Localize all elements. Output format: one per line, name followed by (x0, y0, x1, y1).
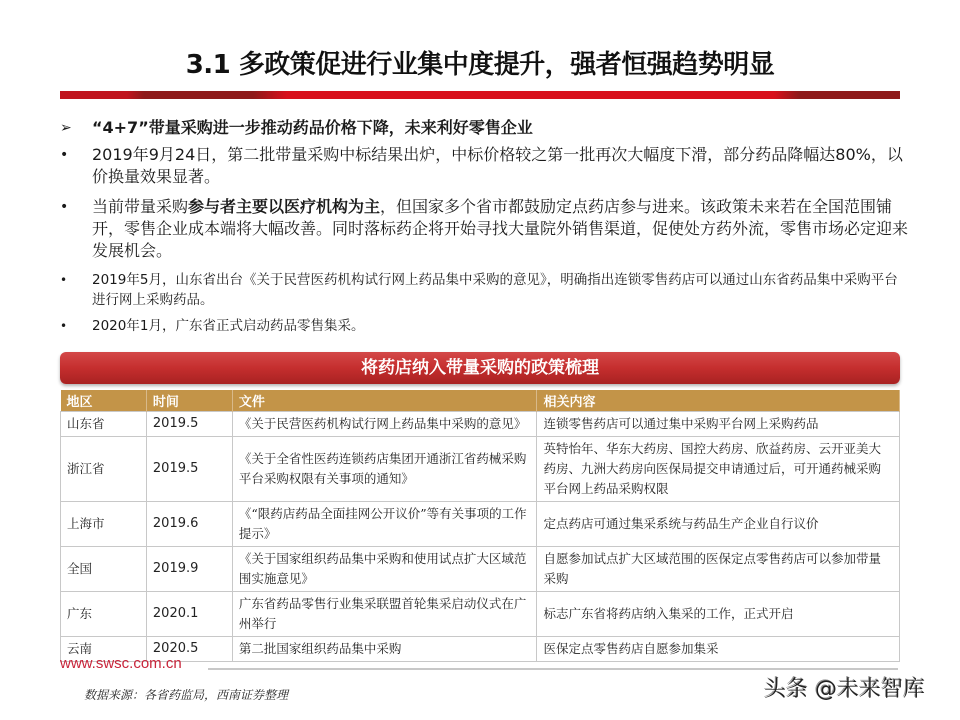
dot-bullet-icon: • (60, 319, 68, 333)
headline-bullet (58, 117, 908, 139)
table-row (61, 502, 900, 547)
cell-region: 广东 (61, 592, 147, 637)
footer-divider (208, 668, 898, 670)
cell-region: 山东省 (61, 412, 147, 437)
headline-text: “4+7”带量采购进一步推动药品价格下降，未来利好零售企业 (92, 118, 533, 137)
cell-content: 定点药店可通过集采系统与药品生产企业自行议价 (537, 502, 900, 547)
footer-website-link[interactable]: www.swsc.com.cn (60, 655, 182, 672)
dot-bullet-icon: • (60, 147, 69, 163)
dot-bullet-icon: • (60, 199, 69, 215)
cell-time: 2020.5 (146, 637, 232, 662)
cell-document: 《关于民营医药机构试行网上药品集中采购的意见》 (232, 412, 537, 437)
cell-document: 《“限药店药品全面挂网公开议价”等有关事项的工作提示》 (232, 502, 537, 547)
table-header-row (61, 390, 900, 412)
watermark: 头条 @未来智库 (764, 677, 925, 702)
bullet-item (58, 196, 908, 262)
cell-region: 上海市 (61, 502, 147, 547)
cell-time: 2019.5 (146, 437, 232, 502)
bullet-item (58, 316, 908, 336)
cell-time: 2019.9 (146, 547, 232, 592)
cell-document: 第二批国家组织药品集中采购 (232, 637, 537, 662)
cell-content: 连锁零售药店可以通过集中采购平台网上采购药品 (537, 412, 900, 437)
bullet-section (58, 117, 908, 342)
page-title: 3.1 多政策促进行业集中度提升，强者恒强趋势明显 (185, 50, 775, 80)
cell-document: 《关于国家组织药品集中采购和使用试点扩大区域范围实施意见》 (232, 547, 537, 592)
table-row (61, 412, 900, 437)
cell-region: 浙江省 (61, 437, 147, 502)
cell-time: 2020.1 (146, 592, 232, 637)
cell-content: 英特怡年、华东大药房、国控大药房、欣益药房、云开亚美大药房、九洲大药房向医保局提交申请通过后，可开通药械采购平台网上药品采购权限 (537, 437, 900, 502)
cell-time: 2019.6 (146, 502, 232, 547)
header-region: 地区 (61, 390, 147, 412)
bullet-text: 2019年5月，山东省出台《关于民营医药机构试行网上药品集中采购的意见》，明确指出连锁零售药店可以通过山东省药品集中采购平台进行网上采购药品。 (92, 272, 898, 308)
dot-bullet-icon: • (60, 273, 68, 287)
header-document: 文件 (232, 390, 537, 412)
bullet-item (58, 144, 908, 188)
bullet-text-part: 当前带量采购 (92, 197, 189, 216)
table-row (61, 592, 900, 637)
cell-document: 广东省药品零售行业集采联盟首轮集采启动仪式在广州举行 (232, 592, 537, 637)
bullet-item (58, 270, 908, 310)
bullet-text (92, 196, 908, 262)
cell-content: 医保定点零售药店自愿参加集采 (537, 637, 900, 662)
policy-table (60, 390, 900, 662)
cell-document: 《关于全省性医药连锁药店集团开通浙江省药械采购平台采购权限有关事项的通知》 (232, 437, 537, 502)
cell-content: 自愿参加试点扩大区域范围的医保定点零售药店可以参加带量采购 (537, 547, 900, 592)
cell-content: 标志广东省将药店纳入集采的工作，正式开启 (537, 592, 900, 637)
header-content: 相关内容 (537, 390, 900, 412)
bullet-text-part: ，但国家多个省市都鼓励定点药店参与进来。该政策未来若在全国范围铺开，零售企业成本端将大幅改善。同时落标药企将开始寻找大量院外销售渠道，促使处方药外流，零售市场必定迎来发展机会。 (92, 197, 909, 260)
table-row (61, 437, 900, 502)
title-divider (60, 91, 900, 99)
bullet-text: 2020年1月，广东省正式启动药品零售集采。 (92, 318, 365, 334)
arrow-bullet-icon: ➢ (60, 120, 72, 136)
data-source-note: 数据来源：各省药监局，西南证券整理 (84, 688, 289, 702)
table-title-banner: 将药店纳入带量采购的政策梳理 (60, 352, 900, 384)
table-row (61, 547, 900, 592)
bullet-text: 2019年9月24日，第二批带量采购中标结果出炉，中标价格较之第一批再次大幅度下滑，部分药品降幅达80%，以价换量效果显著。 (92, 145, 903, 186)
table-row (61, 637, 900, 662)
cell-time: 2019.5 (146, 412, 232, 437)
header-time: 时间 (146, 390, 232, 412)
cell-region: 全国 (61, 547, 147, 592)
cell-region: 云南 (61, 637, 147, 662)
bullet-emphasis: 参与者主要以医疗机构为主 (188, 197, 381, 216)
